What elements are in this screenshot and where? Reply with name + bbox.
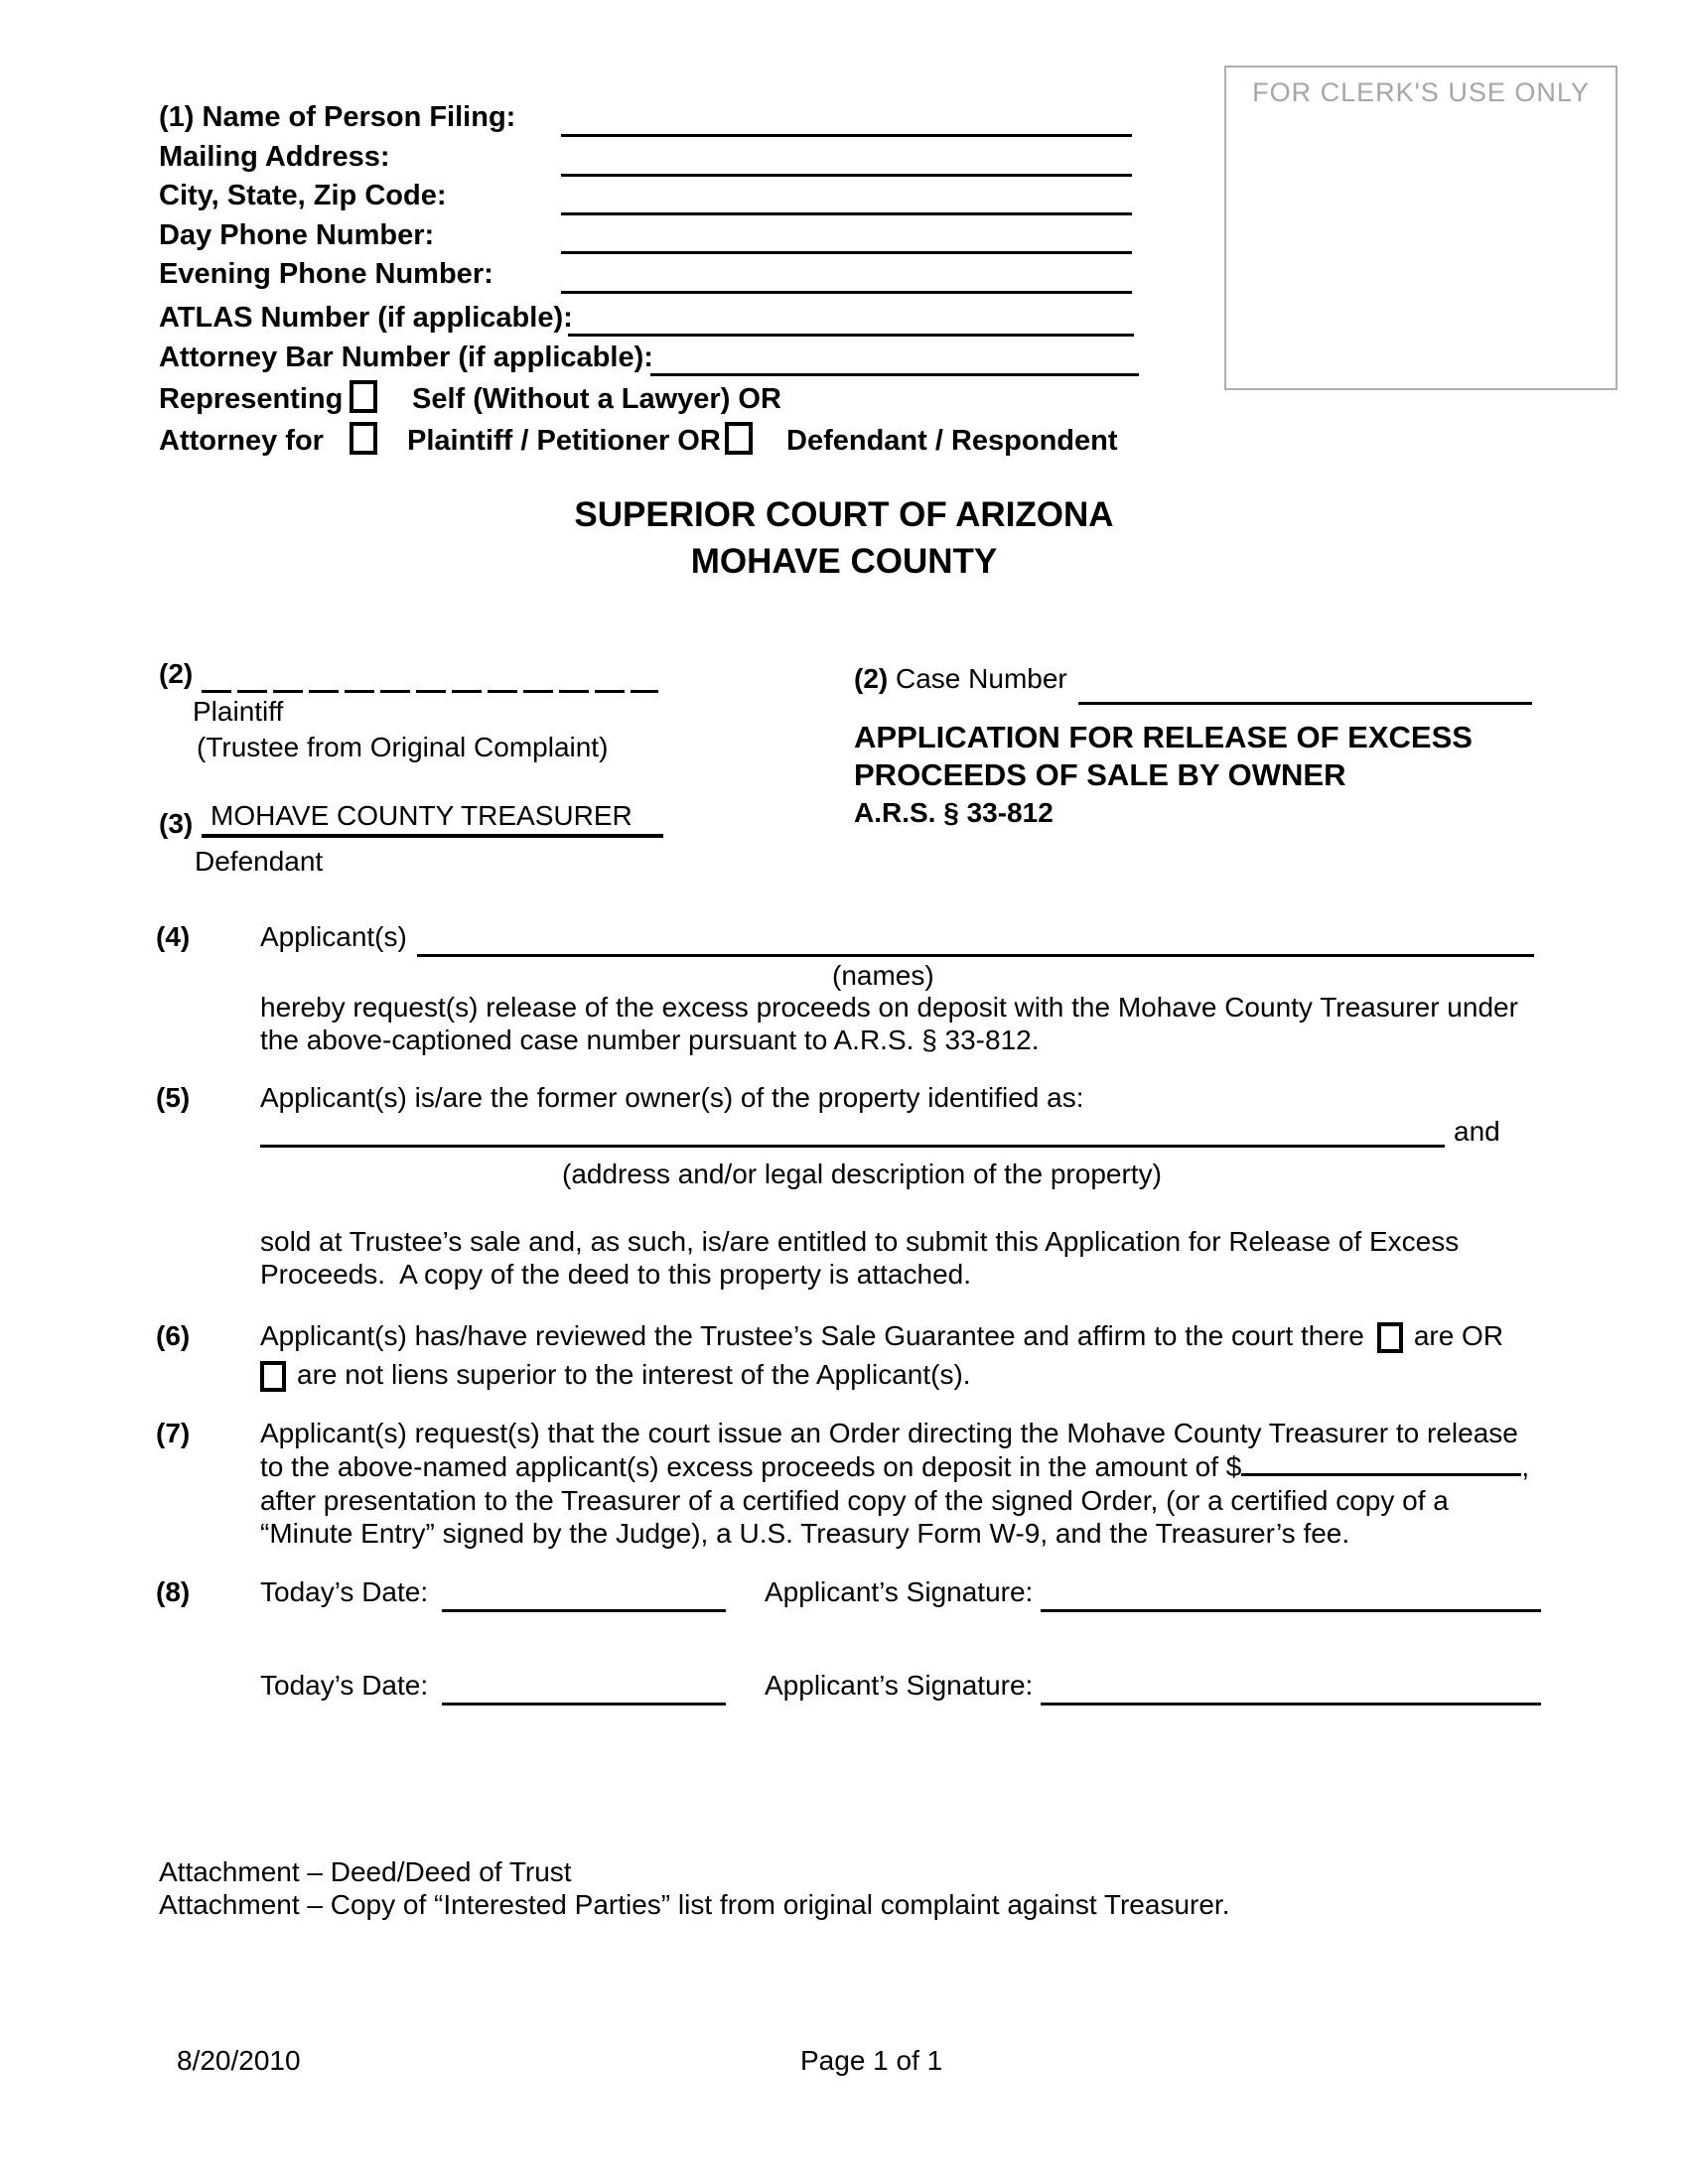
section4-lead: Applicant(s) (260, 921, 407, 952)
signature-line-1[interactable] (1041, 1609, 1541, 1612)
field-line-name-of-person-filing[interactable] (561, 134, 1132, 137)
footer-date: 8/20/2010 (177, 2045, 301, 2076)
case-number-label: Case Number (888, 663, 1067, 694)
attachment-line-2: Attachment – Copy of “Interested Parties” list from original complaint against Treasurer. (159, 1889, 1230, 1920)
case-number-line[interactable] (1078, 702, 1532, 705)
field-label-attorney-bar-number: Attorney Bar Number (if applicable): (159, 341, 653, 373)
section7-number: (7) (156, 1418, 191, 1448)
defendant-option-label: Defendant / Respondent (786, 425, 1118, 457)
court-title-line1: SUPERIOR COURT OF ARIZONA (574, 495, 1114, 534)
field-label-city-state-zip: City, State, Zip Code: (159, 180, 447, 211)
field-line-attorney-bar-number[interactable] (650, 373, 1139, 376)
liens-are-not-checkbox[interactable] (260, 1361, 286, 1392)
field-line-atlas-number[interactable] (568, 334, 1134, 337)
property-description-line[interactable] (260, 1145, 1445, 1148)
section6-are-or-label: are OR (1413, 1320, 1504, 1351)
section8-number: (8) (156, 1576, 191, 1607)
doc-title-line2: PROCEEDS OF SALE BY OWNER (854, 757, 1346, 792)
field-label-evening-phone: Evening Phone Number: (159, 258, 493, 290)
section4-body-line2: the above-captioned case number pursuant to A.R.S. § 33-812. (260, 1024, 1040, 1055)
court-title-line2: MOHAVE COUNTY (690, 542, 998, 581)
plaintiff-label: Plaintiff (193, 696, 284, 727)
liens-are-checkbox[interactable] (1377, 1322, 1403, 1353)
clerk-use-only-box (1224, 66, 1618, 390)
plaintiff-number: (2) (159, 658, 194, 689)
self-option-label: Self (Without a Lawyer) OR (412, 383, 781, 415)
field-label-day-phone: Day Phone Number: (159, 219, 435, 251)
section6-line2-text: are not liens superior to the interest of the Applicant(s). (297, 1359, 971, 1390)
section5-number: (5) (156, 1082, 191, 1113)
date-line-2[interactable] (442, 1703, 726, 1706)
defendant-label: Defendant (195, 846, 324, 877)
doc-title-line1: APPLICATION FOR RELEASE OF EXCESS (854, 720, 1473, 754)
signature-label-2: Applicant’s Signature: (765, 1670, 1034, 1701)
section7-line4: “Minute Entry” signed by the Judge), a U.S. Treasury Form W-9, and the Treasurer’s fee. (260, 1518, 1350, 1549)
defendant-name: MOHAVE COUNTY TREASURER (211, 800, 633, 831)
section5-body-line2: Proceeds. A copy of the deed to this property is attached. (260, 1259, 971, 1290)
section7-line3: after presentation to the Treasurer of a certified copy of the signed Order, (or a certified copy of a (260, 1485, 1449, 1516)
section6-line2 (260, 1359, 971, 1392)
attorney-for-label: Attorney for (159, 425, 324, 457)
section5-body-line1: sold at Trustee’s sale and, as such, is/are entitled to submit this Application for Release of Excess (260, 1226, 1460, 1257)
plaintiff-option-label: Plaintiff / Petitioner OR (407, 425, 721, 457)
section7-line2-text: to the above-named applicant(s) excess proceeds on deposit in the amount of $ (260, 1451, 1242, 1482)
names-caption: (names) (832, 960, 934, 991)
section5-lead: Applicant(s) is/are the former owner(s) of the property identified as: (260, 1082, 1084, 1113)
plaintiff-name-line[interactable] (202, 690, 658, 693)
section6-number: (6) (156, 1320, 191, 1351)
amount-line[interactable] (1241, 1473, 1521, 1476)
attachment-line-1: Attachment – Deed/Deed of Trust (159, 1856, 572, 1887)
section7-line1: Applicant(s) request(s) that the court issue an Order directing the Mohave County Treasurer to release (260, 1418, 1518, 1448)
representing-label: Representing (159, 383, 344, 415)
field-line-evening-phone[interactable] (561, 291, 1132, 294)
section6-line1-text: Applicant(s) has/have reviewed the Trustee’s Sale Guarantee and affirm to the court there (260, 1320, 1364, 1351)
section6-line1 (260, 1320, 1503, 1353)
section5-line-suffix: and (1454, 1116, 1500, 1147)
signature-line-2[interactable] (1041, 1703, 1541, 1706)
section7-line2-comma: , (1521, 1451, 1530, 1482)
case-number-row (854, 663, 1067, 695)
date-label-2: Today’s Date: (260, 1670, 429, 1701)
date-line-1[interactable] (442, 1609, 726, 1612)
date-label-1: Today’s Date: (260, 1576, 429, 1607)
field-label-atlas-number: ATLAS Number (if applicable): (159, 302, 573, 334)
field-line-city-state-zip[interactable] (561, 212, 1132, 215)
field-line-mailing-address[interactable] (561, 174, 1132, 177)
field-label-name-of-person-filing: (1) Name of Person Filing: (159, 101, 516, 133)
clerk-use-only-label: FOR CLERK'S USE ONLY (1252, 77, 1590, 107)
statute-reference: A.R.S. § 33-812 (854, 797, 1054, 828)
defendant-respondent-checkbox[interactable] (725, 422, 753, 455)
case-number-prefix: (2) (854, 663, 889, 694)
defendant-name-line (202, 834, 663, 838)
section4-number: (4) (156, 921, 191, 952)
plaintiff-petitioner-checkbox[interactable] (350, 422, 377, 455)
address-caption: (address and/or legal description of the property) (562, 1159, 1162, 1189)
signature-label-1: Applicant’s Signature: (765, 1576, 1034, 1607)
section4-body-line1: hereby request(s) release of the excess proceeds on deposit with the Mohave County Treasurer under (260, 992, 1518, 1023)
field-line-day-phone[interactable] (561, 251, 1132, 254)
section7-line2 (260, 1451, 1529, 1483)
self-checkbox[interactable] (350, 380, 377, 413)
plaintiff-note: (Trustee from Original Complaint) (197, 732, 609, 762)
applicant-names-line[interactable] (417, 954, 1534, 957)
field-label-mailing-address: Mailing Address: (159, 141, 390, 173)
footer-page-number: Page 1 of 1 (800, 2045, 943, 2076)
defendant-number: (3) (159, 808, 194, 839)
